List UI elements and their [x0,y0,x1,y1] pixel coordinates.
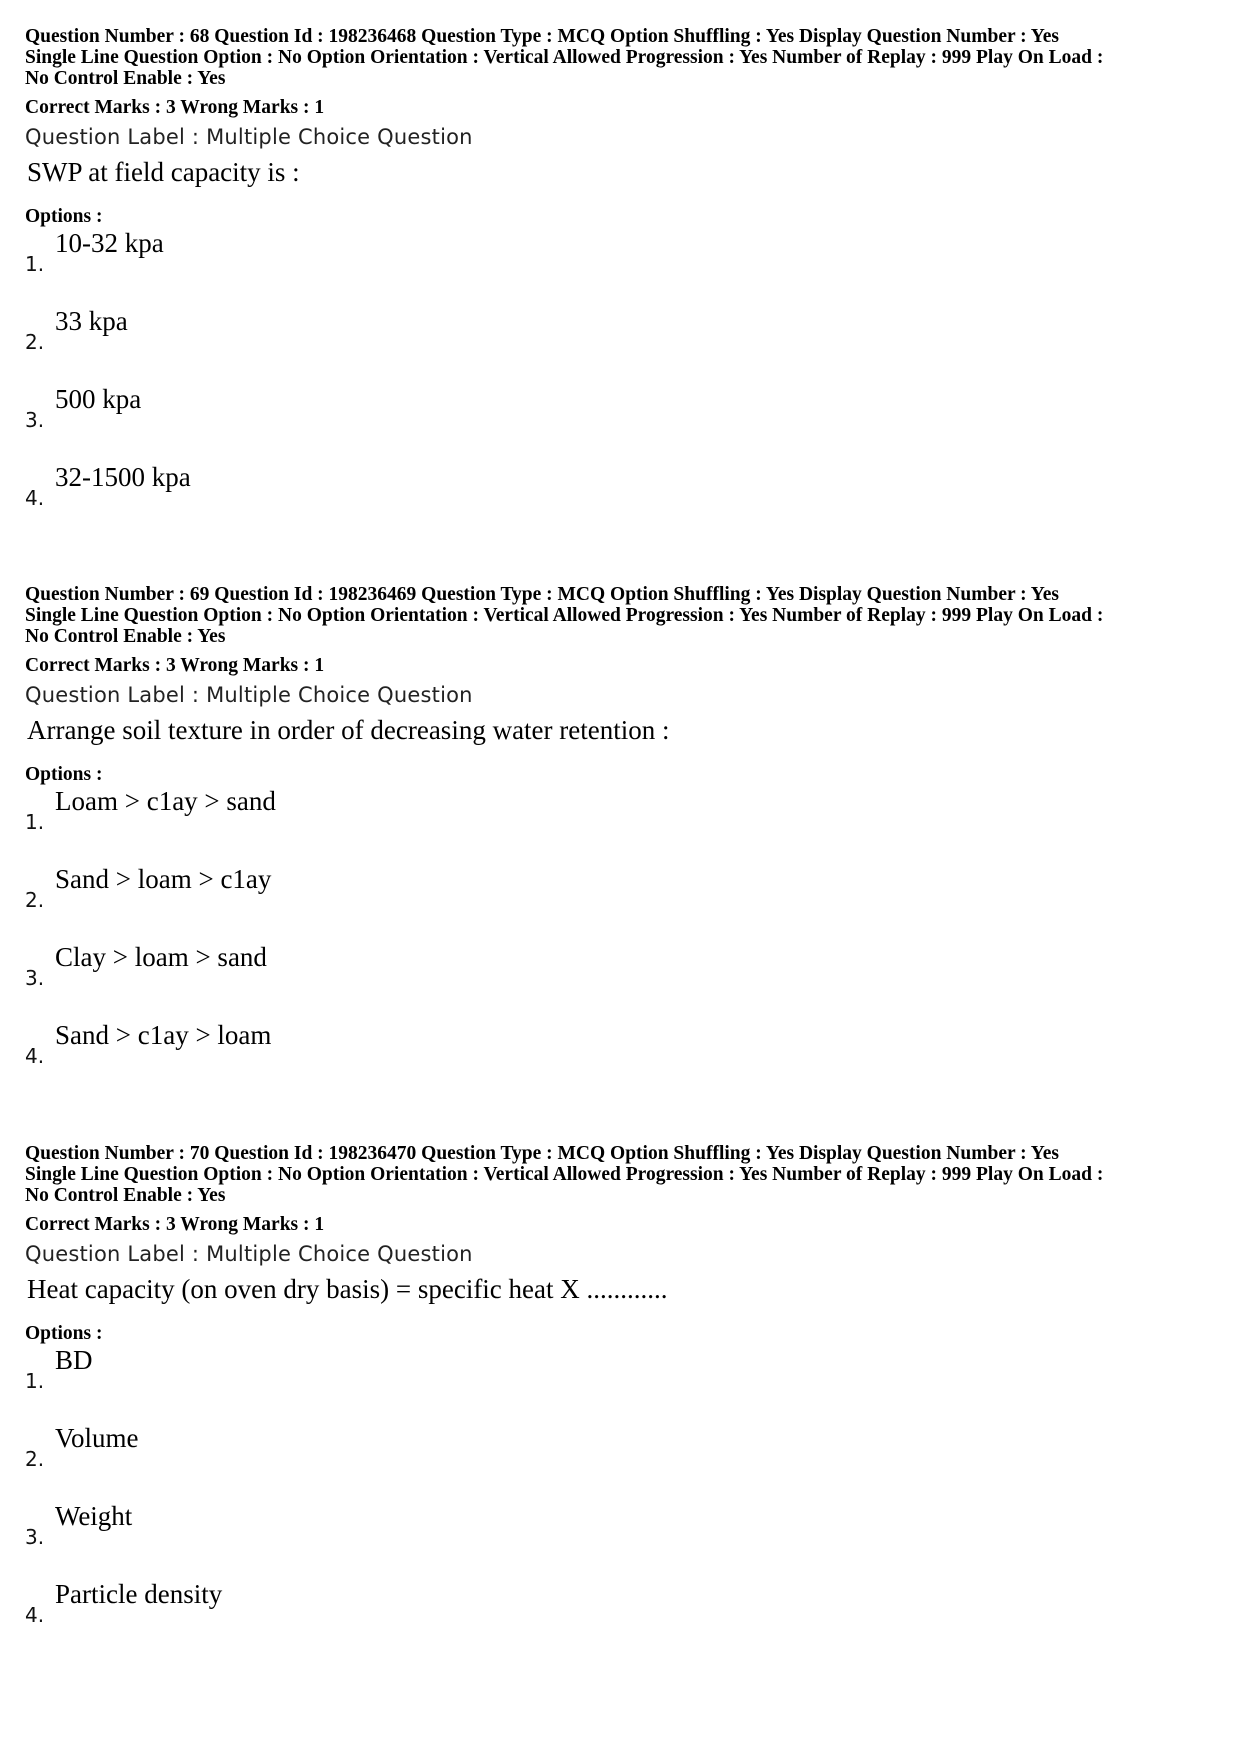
option-item[interactable] [25,1423,1225,1501]
option-number: 2. [25,330,45,354]
option-text: BD [55,1345,93,1375]
option-item[interactable] [25,942,1225,1020]
question-metadata [25,1143,1220,1206]
option-number: 1. [25,1369,45,1393]
metadata-line: Question Number : 70 Question Id : 198236470 Question Type : MCQ Option Shuffling : Yes Display Question Number : Yes [25,1143,1059,1164]
option-text: 33 kpa [55,306,128,336]
options-heading: Options : [25,764,103,785]
option-number: 4. [25,1603,45,1627]
question-metadata [25,584,1220,647]
option-item[interactable] [25,1501,1225,1579]
options-heading: Options : [25,1323,103,1344]
metadata-line: No Control Enable : Yes [25,1185,226,1206]
option-number: 2. [25,888,45,912]
metadata-line: No Control Enable : Yes [25,626,226,647]
option-item[interactable] [25,228,1225,306]
option-text: Sand > loam > c1ay [55,864,272,894]
option-number: 1. [25,252,45,276]
option-number: 1. [25,810,45,834]
options-list [25,786,1225,1098]
question-block [25,26,1225,540]
option-text: Particle density [55,1579,223,1609]
metadata-line: No Control Enable : Yes [25,68,226,89]
options-list [25,228,1225,540]
marks-info: Correct Marks : 3 Wrong Marks : 1 [25,97,325,118]
option-item[interactable] [25,1020,1225,1098]
question-text: Heat capacity (on oven dry basis) = specific heat X ............ [27,1274,668,1304]
option-number: 3. [25,966,45,990]
option-text: Loam > c1ay > sand [55,786,276,816]
option-item[interactable] [25,306,1225,384]
option-number: 2. [25,1447,45,1471]
option-number: 3. [25,1525,45,1549]
question-label: Question Label : Multiple Choice Question [25,683,473,707]
option-text: Sand > c1ay > loam [55,1020,272,1050]
question-label: Question Label : Multiple Choice Question [25,1242,473,1266]
options-list [25,1345,1225,1657]
question-block [25,1143,1225,1657]
option-item[interactable] [25,1345,1225,1423]
option-item[interactable] [25,786,1225,864]
option-text: 10-32 kpa [55,228,164,258]
metadata-line: Question Number : 68 Question Id : 198236468 Question Type : MCQ Option Shuffling : Yes Display Question Number : Yes [25,26,1059,47]
option-item[interactable] [25,462,1225,540]
metadata-line: Single Line Question Option : No Option Orientation : Vertical Allowed Progression : Yes Number of Replay : 999 Play On Load : [25,47,1104,68]
metadata-line: Single Line Question Option : No Option Orientation : Vertical Allowed Progression : Yes Number of Replay : 999 Play On Load : [25,605,1104,626]
option-text: Clay > loam > sand [55,942,267,972]
metadata-line: Single Line Question Option : No Option Orientation : Vertical Allowed Progression : Yes Number of Replay : 999 Play On Load : [25,1164,1104,1185]
question-text: Arrange soil texture in order of decreasing water retention : [27,715,670,745]
option-text: 32-1500 kpa [55,462,191,492]
option-item[interactable] [25,1579,1225,1657]
option-item[interactable] [25,384,1225,462]
option-item[interactable] [25,864,1225,942]
marks-info: Correct Marks : 3 Wrong Marks : 1 [25,1214,325,1235]
option-text: 500 kpa [55,384,142,414]
option-number: 4. [25,1044,45,1068]
option-text: Volume [55,1423,139,1453]
option-number: 4. [25,486,45,510]
marks-info: Correct Marks : 3 Wrong Marks : 1 [25,655,325,676]
question-label: Question Label : Multiple Choice Question [25,125,473,149]
question-text: SWP at field capacity is : [27,157,300,187]
option-number: 3. [25,408,45,432]
question-block [25,584,1225,1098]
options-heading: Options : [25,206,103,227]
metadata-line: Question Number : 69 Question Id : 198236469 Question Type : MCQ Option Shuffling : Yes Display Question Number : Yes [25,584,1059,605]
option-text: Weight [55,1501,133,1531]
question-metadata [25,26,1220,89]
